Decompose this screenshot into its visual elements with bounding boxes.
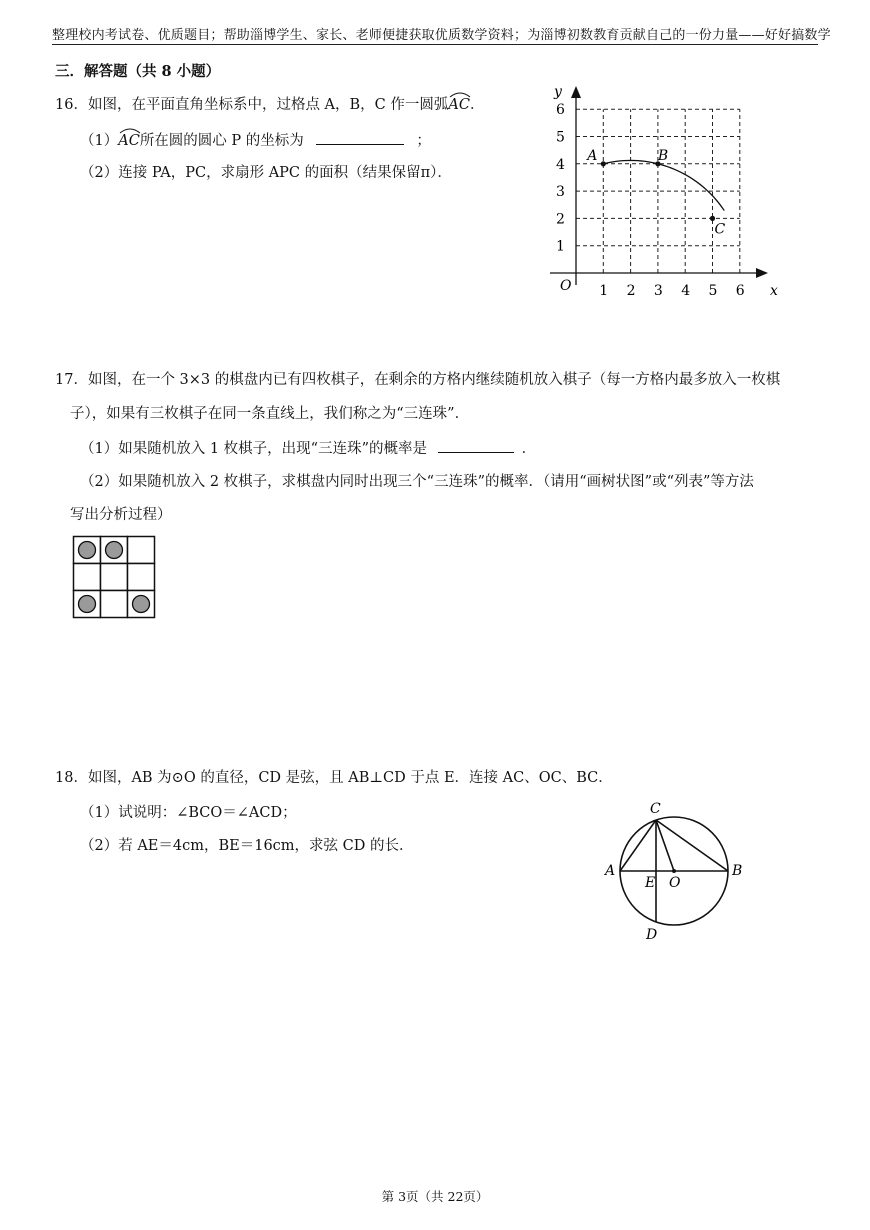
board-cell: [101, 564, 128, 591]
label-d: D: [646, 927, 658, 943]
y-tick-label: 1: [556, 238, 565, 255]
x-tick-label: 3: [653, 283, 663, 299]
x-tick-label: 1: [599, 283, 609, 299]
x-tick-label: 2: [626, 283, 636, 299]
y-tick-label: 6: [556, 102, 565, 119]
label-e: E: [645, 875, 656, 891]
q17-part2-line1: （2）如果随机放入 2 枚棋子，求棋盘内同时出现三个“三连珠”的概率．（请用“画树状图”或“列表”等方法: [80, 474, 754, 490]
header-rule: [52, 44, 818, 45]
board-cell: [128, 537, 155, 564]
y-axis-arrow-icon: [571, 86, 581, 98]
x-tick-label: 5: [708, 283, 718, 299]
q16-part1-prefix: （1）: [80, 133, 119, 149]
segment-bc: [656, 820, 728, 871]
q17-part1: [80, 438, 536, 459]
x-axis-label: x: [770, 283, 778, 299]
point-a: [601, 161, 606, 166]
q17-answer-blank[interactable]: [438, 438, 514, 453]
segment-oc: [656, 820, 674, 871]
section-title: 三．解答题（共 8 小题）: [55, 63, 221, 80]
page-footer: 第 3页（共 22页）: [381, 1189, 489, 1204]
label-b: B: [732, 863, 743, 879]
point-label-a: A: [587, 147, 598, 164]
q16-answer-blank[interactable]: [316, 130, 404, 145]
arc-ac: [603, 160, 724, 210]
q16-coordinate-figure: [540, 80, 780, 305]
q17-part1-text: （1）如果随机放入 1 枚棋子，出现“三连珠”的概率是: [80, 441, 427, 457]
q17-line2: 子），如果有三枚棋子在同一条直线上，我们称之为“三连珠”．: [70, 406, 470, 422]
q18-stem: 18．如图，AB 为⊙O 的直径，CD 是弦，且 AB⊥CD 于点 E．连接 AC、OC、BC．: [55, 770, 613, 786]
y-axis-label: y: [554, 84, 562, 100]
q17-part2-line2: 写出分析过程）: [70, 507, 172, 523]
center-o-dot: [672, 869, 676, 873]
y-tick-label: 2: [556, 211, 565, 228]
x-tick-label: 4: [681, 283, 691, 299]
q17-line1: 17．如图，在一个 3×3 的棋盘内已有四枚棋子，在剩余的方格内继续随机放入棋子（每一方格内最多放入一枚棋: [55, 372, 781, 388]
page-header: 整理校内考试卷、优质题目；帮助淄博学生、家长、老师便捷获取优质数学资料；为淄博初数教育贡献自己的一份力量——好好搞数学: [52, 28, 831, 43]
q18-circle-figure: [600, 798, 755, 943]
q18-part2: （2）若 AE＝4cm，BE＝16cm，求弦 CD 的长．: [80, 838, 414, 854]
chess-piece: [79, 542, 96, 559]
label-o: O: [669, 875, 681, 891]
y-tick-label: 5: [556, 129, 565, 146]
board-cell: [128, 564, 155, 591]
board-cell: [74, 564, 101, 591]
arc-mark-icon: [449, 90, 471, 98]
x-tick-label: 6: [735, 283, 745, 299]
point-label-b: B: [657, 147, 669, 164]
segment-ac: [620, 820, 656, 871]
q16-part1-arc: AC: [118, 131, 140, 151]
q16-part2: （2）连接 PA，PC，求扇形 APC 的面积（结果保留π）．: [80, 165, 452, 181]
board-cell: [101, 591, 128, 618]
q16-stem: [55, 95, 484, 115]
q16-part1-text: 所在圆的圆心 P 的坐标为: [139, 133, 304, 149]
label-a: A: [605, 863, 616, 879]
chess-piece: [133, 596, 150, 613]
q18-part1: （1）试说明：∠BCO＝∠ACD；: [80, 805, 297, 821]
label-c: C: [650, 801, 661, 817]
q17-chess-board: [72, 535, 160, 619]
origin-label: O: [560, 278, 572, 294]
q16-stem-end: ．: [469, 97, 485, 113]
x-tick-labels: [599, 283, 745, 299]
q16-part1: [80, 130, 431, 151]
point-label-c: C: [714, 221, 726, 238]
chess-piece: [106, 542, 123, 559]
q16-part1-end: ；: [416, 133, 431, 149]
arc-mark-icon: [119, 126, 141, 134]
q16-stem-text: 16．如图，在平面直角坐标系中，过格点 A，B，C 作一圆弧: [55, 97, 449, 113]
x-axis-arrow-icon: [756, 268, 768, 278]
y-tick-label: 3: [556, 184, 565, 201]
point-c: [710, 216, 715, 221]
q17-part1-end: ．: [521, 441, 537, 457]
q16-arc-label: AC: [448, 95, 470, 115]
chess-piece: [79, 596, 96, 613]
arc-points: [585, 148, 725, 238]
y-tick-labels: [556, 102, 565, 255]
q16-grid: [576, 109, 740, 273]
y-tick-label: 4: [556, 156, 565, 173]
